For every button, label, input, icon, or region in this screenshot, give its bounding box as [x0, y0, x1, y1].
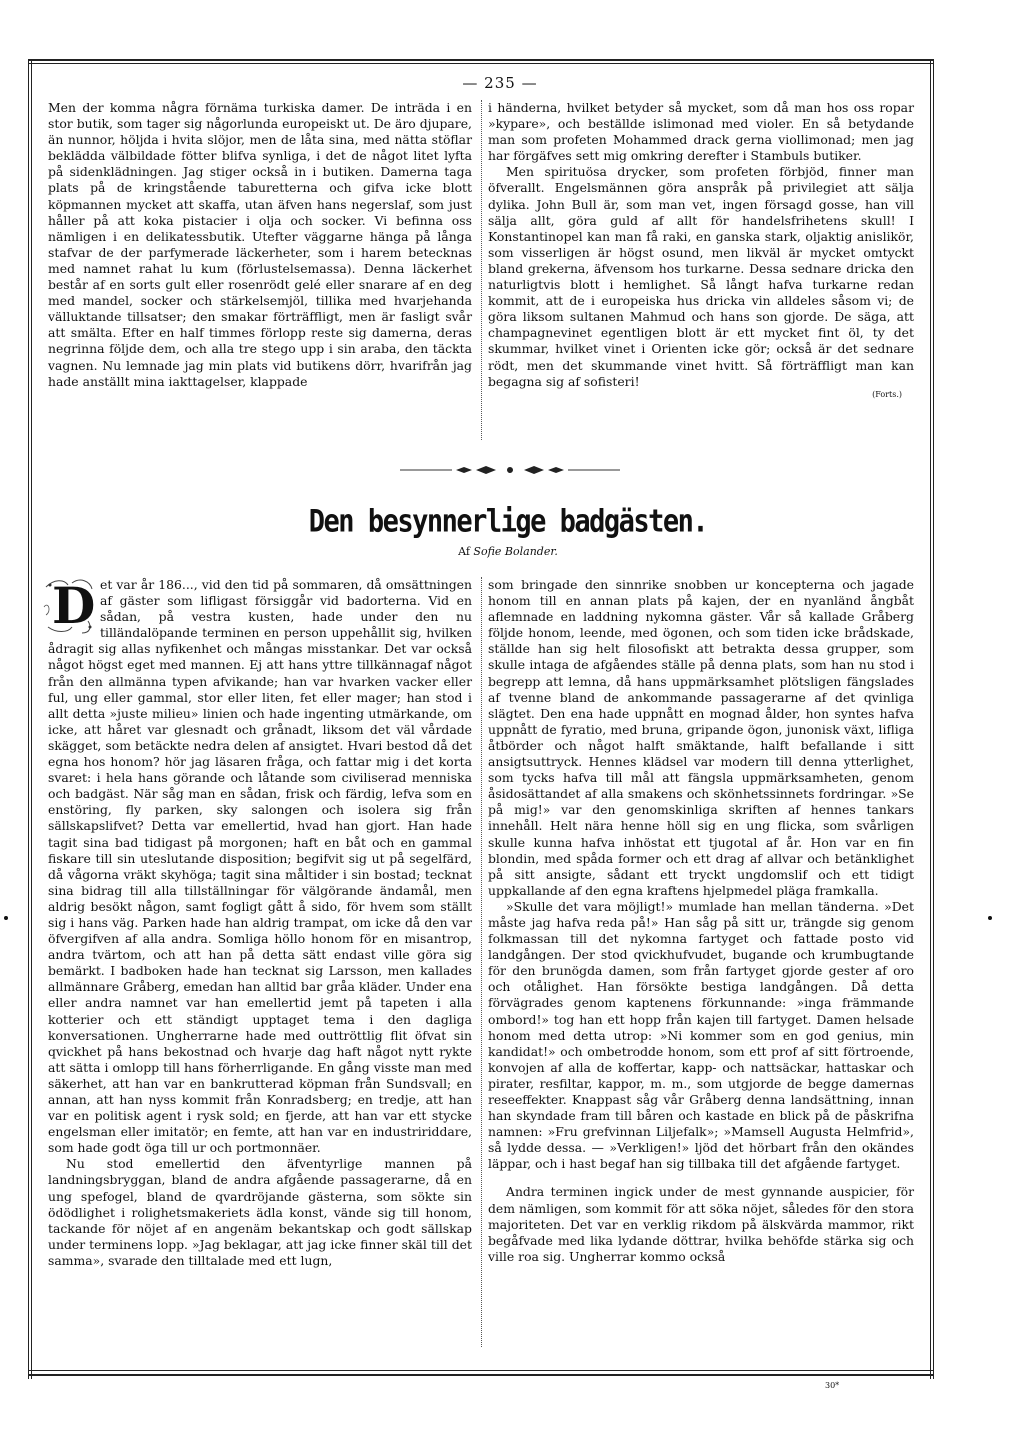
- article-left-column: [48, 577, 472, 1269]
- frame-top-rule-thin: [28, 63, 934, 64]
- paragraph: »Skulle det vara möjligt!» mumlade han mellan tänderna. »Det måste jag hafva reda på!» Han såg på sitt ur, trängde sig genom folkmassan till det nykomna fartyget och fattade posto vid landgången. Der stod qvickhufvudet, bugande och krumbugtande för den brunögda damen, som från fartyget gjorde gester af oro och otålighet. Han försökte bestiga landgången. Då detta förvägrades genom kaptenens förkunnande: »inga främmande ombord!» tog han ett hopp från kajen till fartyget. Damen helsade honom med detta utrop: »Ni kommer som en god genius, min kandidat!» och ombetrodde honom, som ett prof af sitt förtroende, konvojen af alla de koffertar, kapp- och nattsäckar, hattaskar och pirater, resfiltar, kappor, m. m., som utgjorde de begge damernas reseeffekter. Knappast såg vår Gråberg denna landsättning, innan han skyndade fram till båren och kastade en blick på de påskrifna namnen: »Fru grefvinnan Liljefalk»; »Mamsell Augusta Helmfrid», så lydde dessa. — »Verkligen!» ljöd det hörbart från den okändes läppar, och i hast begaf han sig tillbaka till det afgående fartyget.: [488, 898, 914, 1172]
- article-right-column: [488, 577, 914, 1265]
- frame-left-rule-inner: [31, 59, 32, 1379]
- top-left-column: [48, 100, 472, 390]
- continued-note: (Forts.): [872, 389, 902, 399]
- column-divider-article: [481, 577, 482, 1347]
- printer-signature: 30*: [825, 1381, 840, 1390]
- frame-left-rule: [28, 59, 29, 1379]
- paragraph: Men spirituösa drycker, som profeten förbjöd, finner man öfverallt. Engelsmännen göra anspråk på privilegiet att sälja dylika. John Bull är, som man vet, ingen försagd gosse, han vill sälja allt, göra guld af allt för handelsfrihetens skull! I Konstantinopel kan man få raki, en ganska stark, oljaktig anislikör, som visserligen är högst osund, men likväl är mycket omtyckt bland grekerna, äfvensom hos turkarne. Dessa sednare dricka den naturligtvis blott i hemlighet. Så långt hafva turkarne redan kommit, att de i europeiska hus dricka vin alldeles såsom vi; de göra liksom sultanen Mahmud och hans son gjorde. De säga, att champagnevinet egentligen blott är ett mycket fint öl, ty det skummar, hvilket vinet i Orienten icke gör; också är det sednare rödt, men det skummande vinet hvitt. Så förträffligt man kan begagna sig af sofisteri!: [488, 164, 914, 389]
- paragraph: Andra terminen ingick under de mest gynnande auspicier, för dem nämligen, som kommit för att söka nöjet, således för den stora majoriteten. Det var en verklig rikdom på älskvärda mammor, rikt begåfvade med lika lydande döttrar, hvilka behöfde stärka sig och ville roa sig. Ungherrar kommo också: [488, 1184, 914, 1264]
- byline: [330, 545, 686, 558]
- margin-mark-left: [4, 916, 8, 920]
- frame-bottom-rule: [28, 1370, 934, 1371]
- margin-mark-right: [988, 916, 992, 920]
- paragraph: i händerna, hvilket betyder så mycket, som då man hos oss ropar »kypare», och beställde islimonad med violer. En så betydande man som profeten Mohammed drack gerna viollimonad; men jag har förgäfves sett mig omkring derefter i Stambuls butiker.: [488, 100, 914, 164]
- frame-top-rule: [28, 59, 934, 61]
- page-number: — 235 —: [462, 74, 538, 92]
- frame-right-rule-inner: [933, 59, 934, 1379]
- paragraph: Men der komma några förnäma turkiska damer. De inträda i en stor butik, som tager sig någorlunda europeiskt ut. De äro djupare, än nunnor, höljda i hvita slöjor, men de låta sina, med nätta stöflar beklädda välbildade fötter blifva synliga, i det de något litet lyfta på sidenklädningen. Jag stiger också in i butiken. Damerna taga plats på de kringstående taburetterna och gifva icke blott köpmannen mycket att skaffa, utan äfven hans negerslaf, som just håller på att koka pistacier i olja och socker. Vi befinna oss nämligen i en delikatessbutik. Utefter väggarne hänga på långa stafvar de der parfymerade läckerheter, som i harem betecknas med namnet rahat lu kum (förlustelsemassa). Denna läckerhet består af en sorts gult eller rosenrödt gelé eller snarare af en deg med mandel, socker och stärkelsemjöl, tillika med hvarjehanda välluktande tillsatser; den smakar förträffligt, men är fasligt svår att smälta. Efter en half timmes förlopp reste sig damerna, deras negrinna följde dem, och alla tre stego upp i sin araba, den täckta vagnen. Nu lemnade jag min plats vid butikens dörr, hvarifrån jag hade anställt mina iakttagelser, klappade: [48, 100, 472, 389]
- frame-bottom-rule-thick: [28, 1374, 934, 1376]
- article-title: Den besynnerlige badgästen.: [308, 503, 708, 540]
- drop-cap-letter: D: [52, 576, 96, 635]
- author-name: Sofie Bolander.: [473, 545, 558, 558]
- paragraph: Nu stod emellertid den äfventyrlige mannen på landningsbryggan, bland de andra afgående passagerarne, då en ung spefogel, bland de qvardröjande gästerna, som sökte sin ödödlighet i rolighetsmakeriets ädla konst, vände sig till honom, tackande för nöjet af en angenäm bekantskap och godt sällskap under terminens lopp. »Jag beklagar, att jag icke finner skäl till det samma», svarade den tilltalade med ett lugn,: [48, 1156, 472, 1268]
- frame-right-rule: [930, 59, 931, 1379]
- paragraph: et var år 186..., vid den tid på sommaren, då omsättningen af gäster som lifligast försiggår vid badorterna. Vid en sådan, på vestra kusten, hade under den nu tilländalöpande terminen en person uppehållit sig, hvilken ådragit sig allas nyfikenhet och mångas misstankar. Det var också något högst eget med mannen. Ej att hans yttre tillkännagaf något från den allmänna typen afvikande; han var hvarken vacker eller ful, ung eller gammal, stor eller liten, fet eller mager; han stod i allt detta »juste milieu» linien och hade ingenting utmärkande, om icke, att håret var glesnadt och grånadt, liksom det väl vårdade skägget, som betäckte nedra delen af ansigtet. Hvari bestod då det egna hos honom? hör jag läsaren fråga, och fattar mig i det korta svaret: i hela hans görande och låtande som civiliserad menniska och badgäst. När såg man en sådan, frisk och färdig, lefva som en enstöring, fly parken, sky salongen och isolera sig från sällskapslifvet? Detta var emellertid, hvad han gjort. Han hade tagit sina bad tidigast på morgonen; haft en båt och en gammal fiskare till sin uteslutande disposition; begifvit sig ut på segelfärd, då vågorna vräkt skyhöga; tagit sina måltider i sin bostad; tecknat sina bidrag till alla tillställningar för välgörande ändamål, men aldrig besökt någon, samt fogligt gått å sido, för hvem som ställt sig i hans väg. Parken hade han aldrig trampat, om icke då den var öfvergifven af alla andra. Somliga höllo honom för en misantrop, andra tvärtom, och att han på detta sätt endast ville göra sig bemärkt. I badboken hade han tecknat sig Larsson, men kallades allmännare Gråberg, emedan han alltid bar gråa kläder. Under ena eller andra namnet var han emellertid jemt på tapeten i alla kotterier och ett ständigt upptaget tema i den dagliga konversationen. Ungherrarne hade med outtröttlig flit öfvat sin qvickhet på hans bekostnad och hvarje dag haft något nytt rykte att sätta i omlopp till hans förherrligande. En gång visste man med säkerhet, att han var en bankrutterad köpman från Sundsvall; en annan, att han nyss kommit från Konradsberg; en tredje, att han var en politisk agent i rysk sold; en fjerde, att han var ett stycke engelsman eller imitatör; en femte, att han var en industririddare, som hade godt öga till ur och portmonnäer.: [48, 577, 472, 1156]
- drop-cap: [42, 577, 96, 635]
- paragraph: som bringade den sinnrike snobben ur koncepterna och jagade honom till en annan plats på kajen, der en nyanländ ångbåt aflemnade en laddning nykomna gäster. Vår så kallade Gråberg följde honom, leende, med ögonen, och som tiden icke brådskade, ställde han sig helt filosofiskt att betrakta dessa grupper, som skulle intaga de afgåendes ställe på denna plats, som han nu stod i begrepp att lemna, då hans uppmärksamhet plötsligen fängslades af tvenne bland de ankommande passagerarne af det qvinliga slägtet. Den ena hade uppnått en mognad ålder, hon syntes hafva uppnått de fyratio, med bruna, gripande ögon, junonisk växt, lifliga åtbörder och något halft smäktande, halft befallande i sitt ansigtsuttryck. Hennes klädsel var modern till denna ytterlighet, som tycks hafva till mål att fängsla uppmärksamheten, genom åsidosättandet af alla smakens och skönhetssinnets fordringar. »Se på mig!» var den genomskinliga skriften af hennes tankars innehåll. Helt nära henne höll sig en ung flicka, som svårligen skulle kunna hafva inhöstat ett tjugotal af år. Hon var en fin blondin, med spåda former och ett drag af allvar och betänklighet på sitt ansigte, sådant ett tryckt ungdomslif och ett tidigt uppkallande af den egna kraftens hjelpmedel pläga framkalla.: [488, 577, 914, 898]
- byline-prefix: Af: [458, 545, 470, 558]
- column-divider-top: [481, 100, 482, 440]
- ornamental-divider: [400, 465, 620, 475]
- top-right-column: [488, 100, 914, 400]
